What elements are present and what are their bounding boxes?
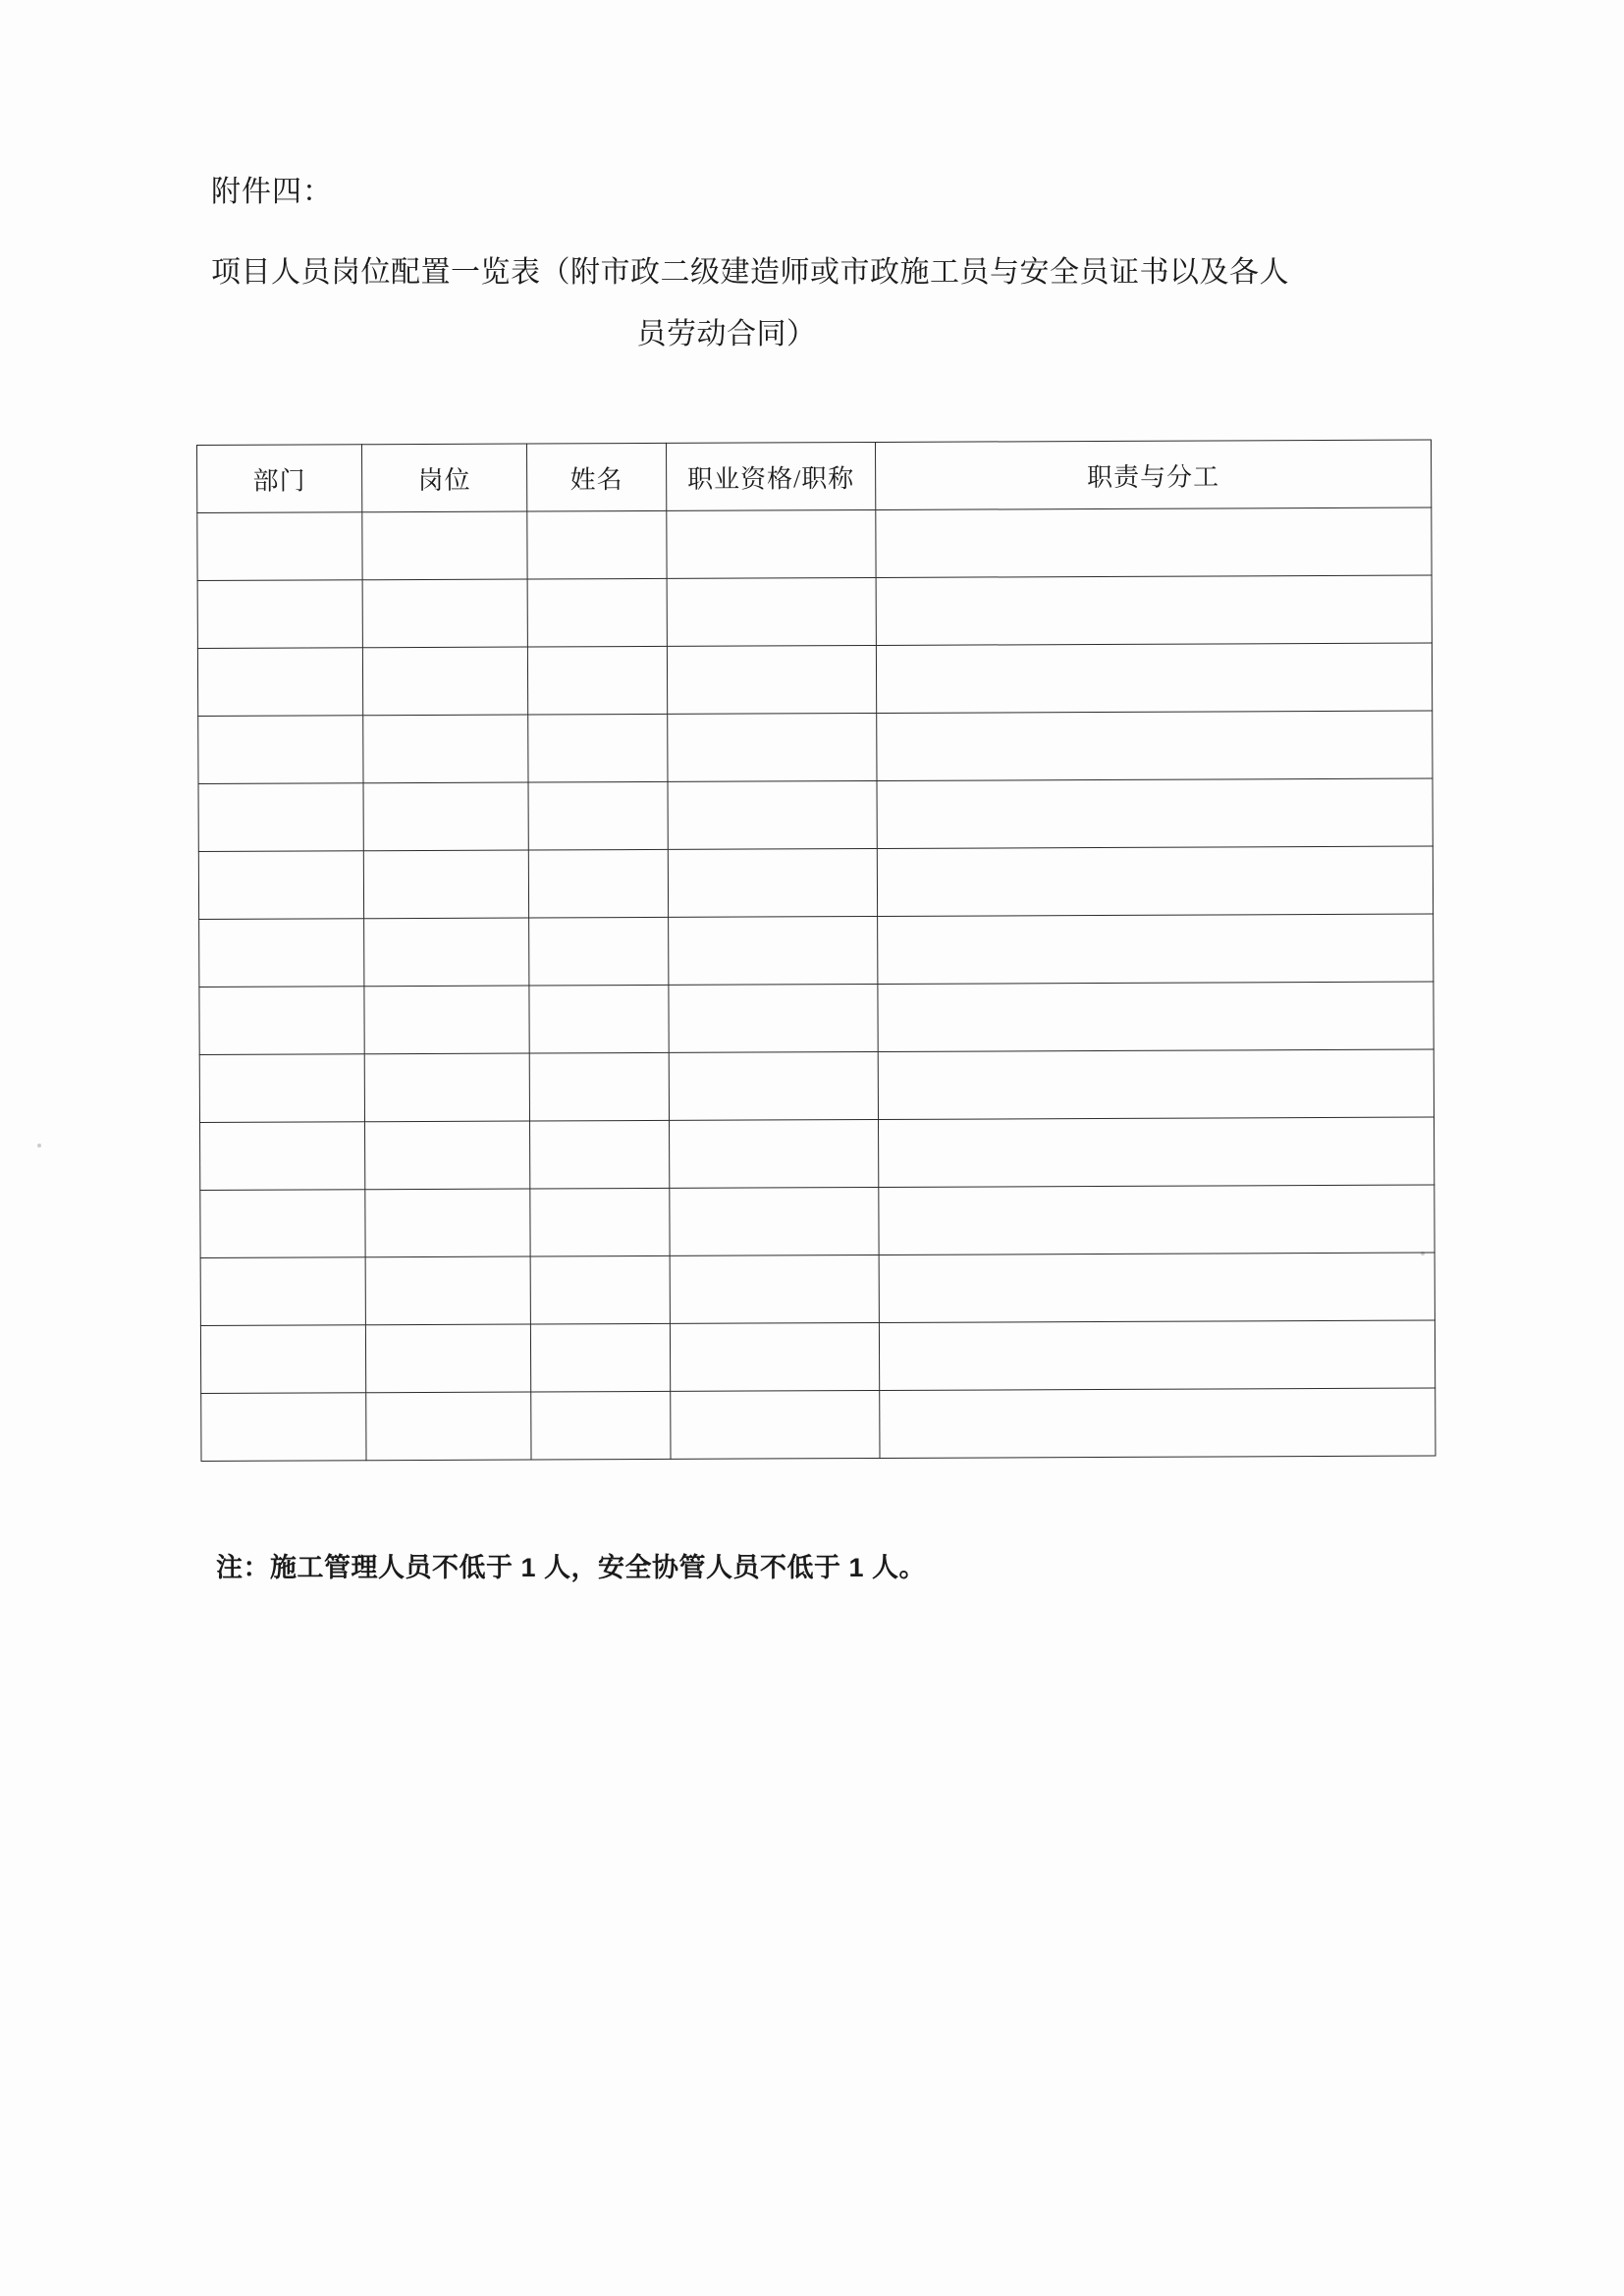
page-title xyxy=(211,247,1419,360)
table-row xyxy=(197,507,1432,580)
cell-position[interactable] xyxy=(365,1189,530,1257)
table-row xyxy=(199,914,1434,987)
table-row xyxy=(201,1388,1435,1461)
cell-position[interactable] xyxy=(362,511,527,580)
cell-duty[interactable] xyxy=(878,914,1434,984)
cell-position[interactable] xyxy=(365,1324,530,1393)
cell-department[interactable] xyxy=(199,987,364,1055)
cell-duty[interactable] xyxy=(879,1117,1435,1187)
column-header-department: 部门 xyxy=(197,445,362,513)
table-row xyxy=(197,575,1432,648)
table-row xyxy=(198,778,1433,851)
page-title-line-2: 员劳动合同） xyxy=(636,317,817,350)
cell-duty[interactable] xyxy=(880,1388,1435,1458)
cell-department[interactable] xyxy=(198,783,363,852)
cell-name[interactable] xyxy=(527,646,667,715)
table-row xyxy=(199,982,1434,1054)
cell-department[interactable] xyxy=(197,512,362,581)
cell-qualification[interactable] xyxy=(670,1187,879,1255)
cell-name[interactable] xyxy=(530,1188,670,1256)
cell-name[interactable] xyxy=(528,849,668,918)
cell-qualification[interactable] xyxy=(669,916,878,985)
cell-duty[interactable] xyxy=(879,1253,1435,1322)
cell-name[interactable] xyxy=(530,1120,670,1189)
cell-name[interactable] xyxy=(529,985,669,1053)
cell-position[interactable] xyxy=(364,918,529,987)
cell-duty[interactable] xyxy=(877,711,1433,780)
cell-position[interactable] xyxy=(363,850,528,919)
cell-qualification[interactable] xyxy=(668,848,877,917)
cell-qualification[interactable] xyxy=(670,1322,879,1391)
staff-allocation-table xyxy=(196,440,1436,1462)
column-header-name: 姓名 xyxy=(526,443,666,511)
cell-qualification[interactable] xyxy=(671,1390,880,1459)
cell-qualification[interactable] xyxy=(669,1051,878,1120)
column-header-qualification: 职业资格/职称 xyxy=(666,442,875,510)
cell-department[interactable] xyxy=(200,1257,365,1326)
cell-name[interactable] xyxy=(527,578,667,647)
table-body xyxy=(197,507,1435,1461)
cell-qualification[interactable] xyxy=(668,780,877,849)
table-row xyxy=(200,1185,1435,1257)
cell-position[interactable] xyxy=(365,1121,530,1190)
cell-duty[interactable] xyxy=(879,1185,1435,1255)
cell-qualification[interactable] xyxy=(669,984,878,1052)
column-header-position: 岗位 xyxy=(362,444,527,512)
cell-position[interactable] xyxy=(364,986,529,1054)
cell-duty[interactable] xyxy=(876,575,1432,645)
cell-name[interactable] xyxy=(529,917,669,986)
document-content xyxy=(118,167,1512,1582)
cell-department[interactable] xyxy=(197,648,362,717)
table-footnote: 注：施工管理人员不低于 1 人，安全协管人员不低于 1 人。 xyxy=(216,1553,927,1582)
cell-position[interactable] xyxy=(362,579,527,648)
table-row xyxy=(198,846,1433,919)
table-header-row xyxy=(197,440,1432,512)
cell-duty[interactable] xyxy=(876,507,1432,577)
table-row xyxy=(200,1117,1435,1190)
cell-duty[interactable] xyxy=(877,846,1433,916)
cell-name[interactable] xyxy=(528,781,668,850)
cell-department[interactable] xyxy=(201,1393,366,1462)
cell-department[interactable] xyxy=(200,1122,365,1191)
cell-qualification[interactable] xyxy=(668,713,877,781)
cell-qualification[interactable] xyxy=(667,509,876,578)
cell-position[interactable] xyxy=(363,782,528,851)
page-title-line-1: 项目人员岗位配置一览表（附市政二级建造师或市政施工员与安全员证书以及各人 xyxy=(211,256,1289,289)
table-row xyxy=(198,711,1433,783)
table-row xyxy=(197,643,1432,716)
cell-department[interactable] xyxy=(197,580,362,649)
cell-position[interactable] xyxy=(365,1256,530,1325)
cell-qualification[interactable] xyxy=(670,1119,879,1188)
cell-department[interactable] xyxy=(198,716,363,784)
cell-duty[interactable] xyxy=(878,982,1434,1051)
cell-qualification[interactable] xyxy=(667,577,876,646)
cell-department[interactable] xyxy=(199,1054,364,1123)
cell-position[interactable] xyxy=(366,1392,531,1461)
cell-name[interactable] xyxy=(529,1052,669,1121)
cell-position[interactable] xyxy=(364,1053,529,1122)
column-header-duty: 职责与分工 xyxy=(875,440,1431,509)
cell-duty[interactable] xyxy=(878,1049,1434,1119)
cell-department[interactable] xyxy=(200,1325,365,1394)
scan-speck xyxy=(37,1144,41,1148)
table-row xyxy=(200,1320,1435,1393)
cell-qualification[interactable] xyxy=(667,645,876,714)
cell-department[interactable] xyxy=(200,1190,365,1258)
cell-position[interactable] xyxy=(362,647,527,716)
cell-name[interactable] xyxy=(531,1391,671,1460)
cell-name[interactable] xyxy=(530,1323,670,1392)
table-row xyxy=(199,1049,1434,1122)
attachment-label: 附件四： xyxy=(211,176,333,208)
table-row xyxy=(200,1253,1435,1325)
cell-duty[interactable] xyxy=(879,1320,1435,1390)
cell-name[interactable] xyxy=(527,510,667,579)
cell-department[interactable] xyxy=(198,851,363,920)
cell-position[interactable] xyxy=(363,715,528,783)
cell-duty[interactable] xyxy=(876,643,1432,713)
cell-name[interactable] xyxy=(530,1255,670,1324)
cell-department[interactable] xyxy=(199,919,364,988)
cell-qualification[interactable] xyxy=(670,1255,879,1323)
cell-duty[interactable] xyxy=(877,778,1433,848)
cell-name[interactable] xyxy=(528,714,668,782)
